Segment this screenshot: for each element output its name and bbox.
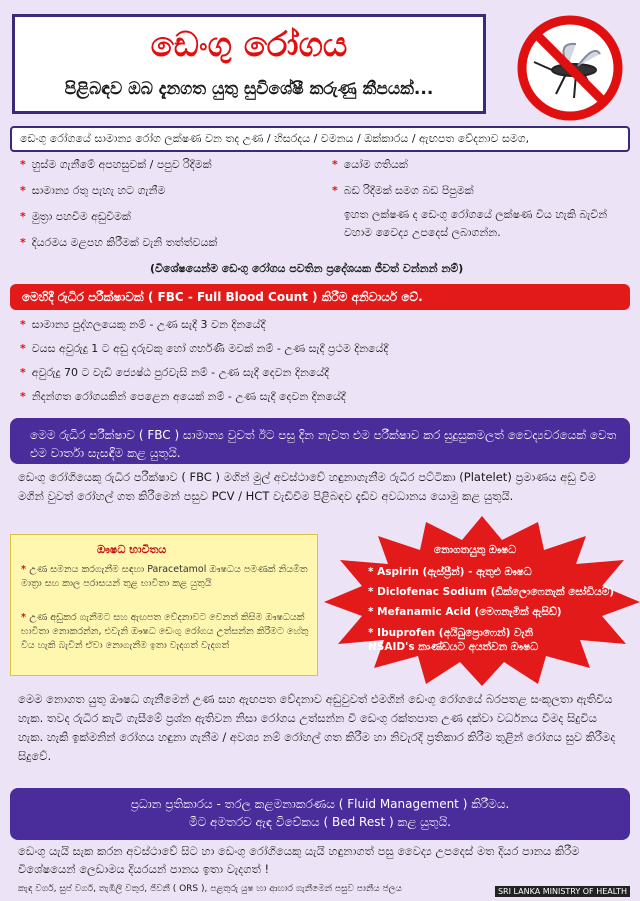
list-item: * නිදන්ගත රෝගයකින් පෙළෙන අයෙක් නම් - උණ සැදී දෙවන දිනයේදී (20, 390, 346, 403)
list-item: * Ibuprofen (අයිබුප්‍රොෆෙන්) වැනි NSAID's කාණ්ඩයට අයත්වන ඖෂධ (368, 627, 538, 653)
list-item: ඉහත ලක්ෂණ ද ඩෙංගු රෝගයේ ලක්ෂණ විය හැකි බැවින් වහාම වෛද්‍ය උපදෙස් ලබාගන්න. (344, 208, 608, 239)
list-item: * අවුරුදු 70 ට වැඩි ජ්‍යෙෂ්ඨ පුරවැසි නම් - උණ සැදී දෙවන දිනයේදී (20, 366, 330, 379)
fluid-bar (10, 788, 630, 840)
drinks-line: කැඳ වර්ග, සුප් වර්ග, තැඹිලි වතුර, ජීවනී ( ORS ), පළතුරු යුෂ හා ආහාර ගැනීමෙන් පසුව පානීය ජලය (18, 884, 402, 894)
avoid-box-heading: නොගතයුතු ඖෂධ (434, 544, 517, 556)
list-item: * Diclofenac Sodium (ඩික්ලොෆෙනැක් සෝඩියම්) (368, 586, 615, 598)
platelet-paragraph: ඩෙංගු රෝගියෙකු රුධිර පරීක්ෂාව ( FBC ) මගින් මුල් අවස්ථාවේ හඳුනාගැනීම රුධිර පට්ටිකා (Platelet) ප්‍රමාණය අඩු වීම මගින් වුවත් රෝහල් ගත කිරීමෙන් පසුව PCV / HCT වැඩිවීම පිළිබඳව දැඩිව අවධානය යොමු කළ යුතුයි. (18, 470, 596, 503)
list-item: * යෝම ගතියක් (332, 158, 408, 171)
warning-paragraph: මෙම නොගත යුතු ඖෂධ ගැනීමෙන් උණ සහ ඇඟපත වේදනාව අඩුවුවත් එමගින් ඩෙංගු රෝගයේ බරපතළ සංකූලතා ඇතිවිය හැක. තවද රුධිර කැටි ගැසීමේ ප්‍රශ්න ඇතිවන නිසා රෝගය උත්සන්න වී ඩෙංගු රක්තපාත උණ දක්වා වර්ධනය වීමද සිදුවිය හැක. හැකි ඉක්මනින් රෝගය හඳුනා ගැනීම / අවශ්‍ය නම් රෝහල් ගත කිරීම හා නිවැරදි ප්‍රතිකාර කිරීම තුළින් රෝගය සුව කිරීමද සිදුවේ. (18, 692, 616, 763)
symptoms-bar: ඩෙංගු රෝගයේ සාමාන්‍ය රෝග ලක්ෂණ වන තද උණ / හිසරදය / වමනය / ඔක්කාරය / ඇඟපත වේදනාව සමග, (10, 126, 630, 152)
page-title: ඩෙංගු රෝගය (150, 25, 348, 65)
starburst-shape (324, 516, 640, 686)
list-item: * මුත්‍රා පහවීම අඩුවීමක් (20, 210, 131, 223)
avoid-medicine-starburst (324, 516, 640, 686)
list-item: * බඩ රිදීමක් සමග බඩ පිපුමක් (332, 184, 474, 197)
bullet-star-icon: * (20, 158, 26, 171)
list-item: * උණ අඩුකර ගැනීමට සහ ඇඟපත වේදනාවට වෙනත් කිසිම ඖෂධයක් භාවිතා නොකරන්න, එවැනි ඖෂධ ඩෙංගු රෝගය උත්සන්න කිරීමට හේතු විය හැකි බැවින් ඒවා නොගැනීම ඉතා වැදගත් වැදගත් (21, 612, 309, 651)
title-box (12, 14, 486, 114)
fluid-line-1: ප්‍රධාන ප්‍රතිකාරය - තරල කළමනාකරණය ( Fluid Management ) කිරීමය. (130, 797, 510, 811)
fbc-bar: මෙහිදී රුධිර පරීක්ෂාවක් ( FBC - Full Blood Count ) කිරීම අනිවාර්ය වේ. (10, 284, 630, 310)
medicine-box (10, 534, 318, 676)
list-item: * Mefanamic Acid (මෙෆනැමික් ඇසිඩ්) (368, 606, 562, 618)
list-item: * දියරමය මළපහ කිරීමක් වැනි තත්ත්වයක් (20, 236, 218, 249)
list-item: * සාමාන්‍ය පුද්ගලයෙකු නම් - උණ සැදී 3 වන දිනයේදී (20, 318, 266, 331)
medicine-box-heading: ඖෂධ භාවිතය (97, 543, 167, 556)
page-subtitle: පිළිබඳව ඔබ දැනගත යුතු සුවිශේෂී කරුණු කීපයක්... (64, 79, 434, 99)
footer-credit: SRI LANKA MINISTRY OF HEALTH (495, 886, 630, 897)
list-item: * හුස්ම ගැනීමේ අපහසුවක් / පපුව රිදීමක් (20, 158, 212, 171)
final-paragraph: ඩෙංගු යැයි සැක කරන අවස්ථාවේ සිට හා ඩෙංගු රෝගියෙකු යැයි හඳුනාගත් පසු වෛද්‍ය උපදෙස් මත දියර පානය කිරීම විශේෂයෙන් ලෙඩාමය දියරයන් පානය ඉතා වැදගත් ! (18, 844, 580, 876)
list-item: * උණ සමනය කරගැනීම සඳහා Paracetamol ඖෂධය පමණක් නියමිත මාත්‍රා සහ කාල පරාසයන් තුළ භාවිතා කළ යුතුයි (21, 564, 308, 589)
special-note: (විශේෂයෙන්ම ඩෙංගු රෝගය පවතින ප්‍රදේශයක ජීවත් වන්නන් නම්) (150, 262, 464, 275)
list-item: * Aspirin (ඇස්ප්‍රීන්) - ඇතුළු ඖෂධ (368, 566, 532, 578)
no-mosquito-icon (516, 14, 624, 122)
fluid-line-2: මීට අමතරව ඇඳ විවේකය ( Bed Rest ) කළ යුතුයි. (188, 815, 451, 829)
list-item: * වයස අවුරුදු 1 ට අඩු දරුවකු හෝ ගර්භණී මවක් නම් - උණ සැදී ප්‍රථම දිනයේදී (20, 342, 389, 355)
fbc-repeat-bar: මෙම රුධිර පරීක්ෂාව ( FBC ) සාමාන්‍ය වුවත් ඊට පසු දින නැවත එම පරීක්ෂාව කර සුදුසුකමලත් වෛද්‍යවරයෙක් වෙත එම වාර්තා සැසඳීම කළ යුතුයි. (10, 418, 630, 464)
list-item: * සාමාන්‍ය රතු පැහැ හට ගැනීම (20, 184, 166, 197)
